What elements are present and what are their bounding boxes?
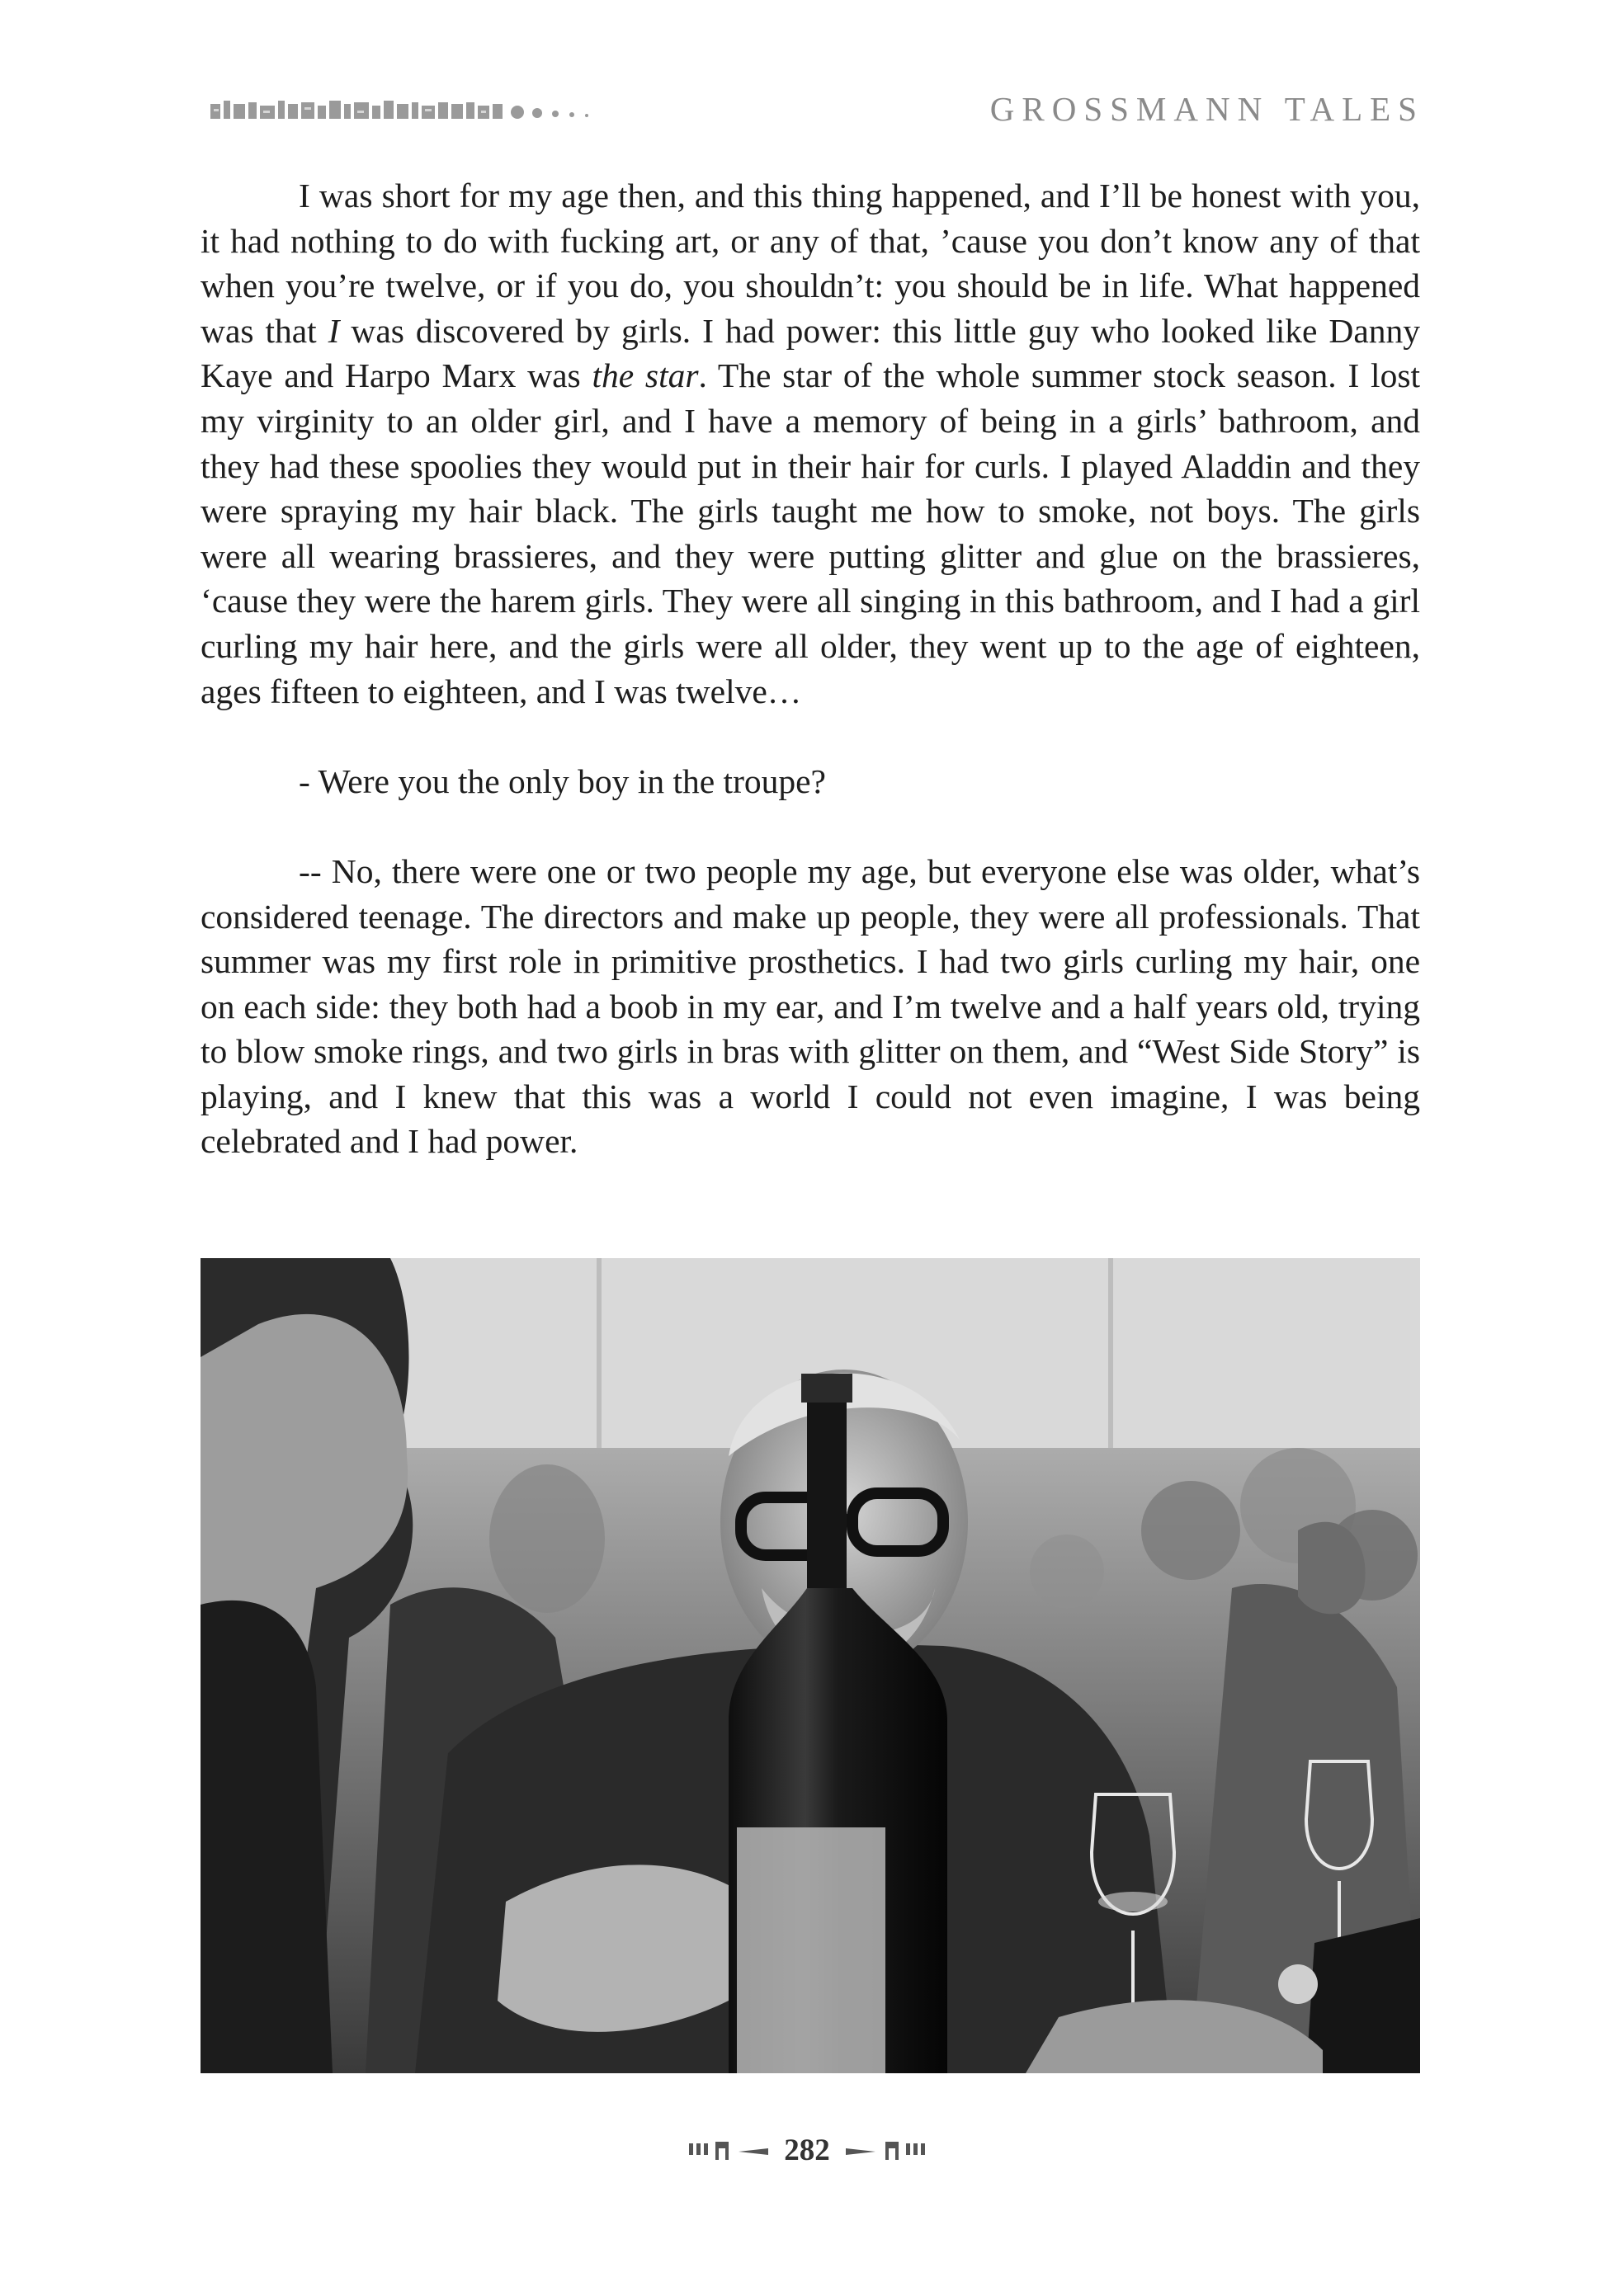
text-run: . The star of the whole summer stock season. I lost my virginity to an older girl, and I have a memory of being in a girls’ bathroom, and they had these spoolies they would put in their hair for curls. I played Aladdin and they were spraying my hair black. The girls taught me how to smoke, not boys. The girls were all wearing brassieres, and they were putting glitter and glue on the brassieres, ‘cause they were the harem girls. They were all singing in this bathroom, and I had a girl curling my hair here, and the girls were all older, they went up to the age of eighteen, ages fifteen to eighteen, and I was twelve… (201, 356, 1420, 710)
paragraph-3 (201, 849, 1420, 1164)
footer-ornament-right-icon (842, 2138, 925, 2163)
photo-winemaker-with-bottle (201, 1258, 1420, 2073)
page-number: 282 (784, 2133, 830, 2168)
text-run: I was short for my age then, and this thing happened, and I’ll be honest with you, it had nothing to do with fucking art, or any of that, ’cause you don’t know any of that when you’re twelve, or if you do, you shouldn’t: you should be in life. What happened was that (201, 177, 1420, 350)
text-run: was discovered by girls. I had power: this little guy who looked like Danny Kaye and Harpo Marx was (201, 311, 1420, 395)
body-text (201, 173, 1420, 1164)
header-ornament (210, 92, 598, 125)
page-footer (0, 2130, 1614, 2168)
text-run: -- No, there were one or two people my age, but everyone else was older, what’s considered teenage. The directors and make up people, they were all professionals. That summer was my first role in primitive prosthetics. I had two girls curling my hair, one on each side: they both had a boob in my ear, and I’m twelve and a half years old, trying to blow smoke rings, and two girls in bras with glitter on them, and “West Side Story” is playing, and I knew that this was a world I could not even imagine, I was being celebrated and I had power. (201, 851, 1420, 1161)
running-head: GROSSMANN TALES (989, 90, 1424, 128)
footer-ornament-left-icon (689, 2138, 772, 2163)
paragraph-2 (201, 759, 1420, 804)
italic-text: I (328, 311, 340, 350)
text-run: - Were you the only boy in the troupe? (299, 761, 826, 800)
italic-text: the star (592, 356, 699, 395)
decorative-ornament-icon (210, 92, 598, 125)
paragraph-1 (201, 173, 1420, 714)
